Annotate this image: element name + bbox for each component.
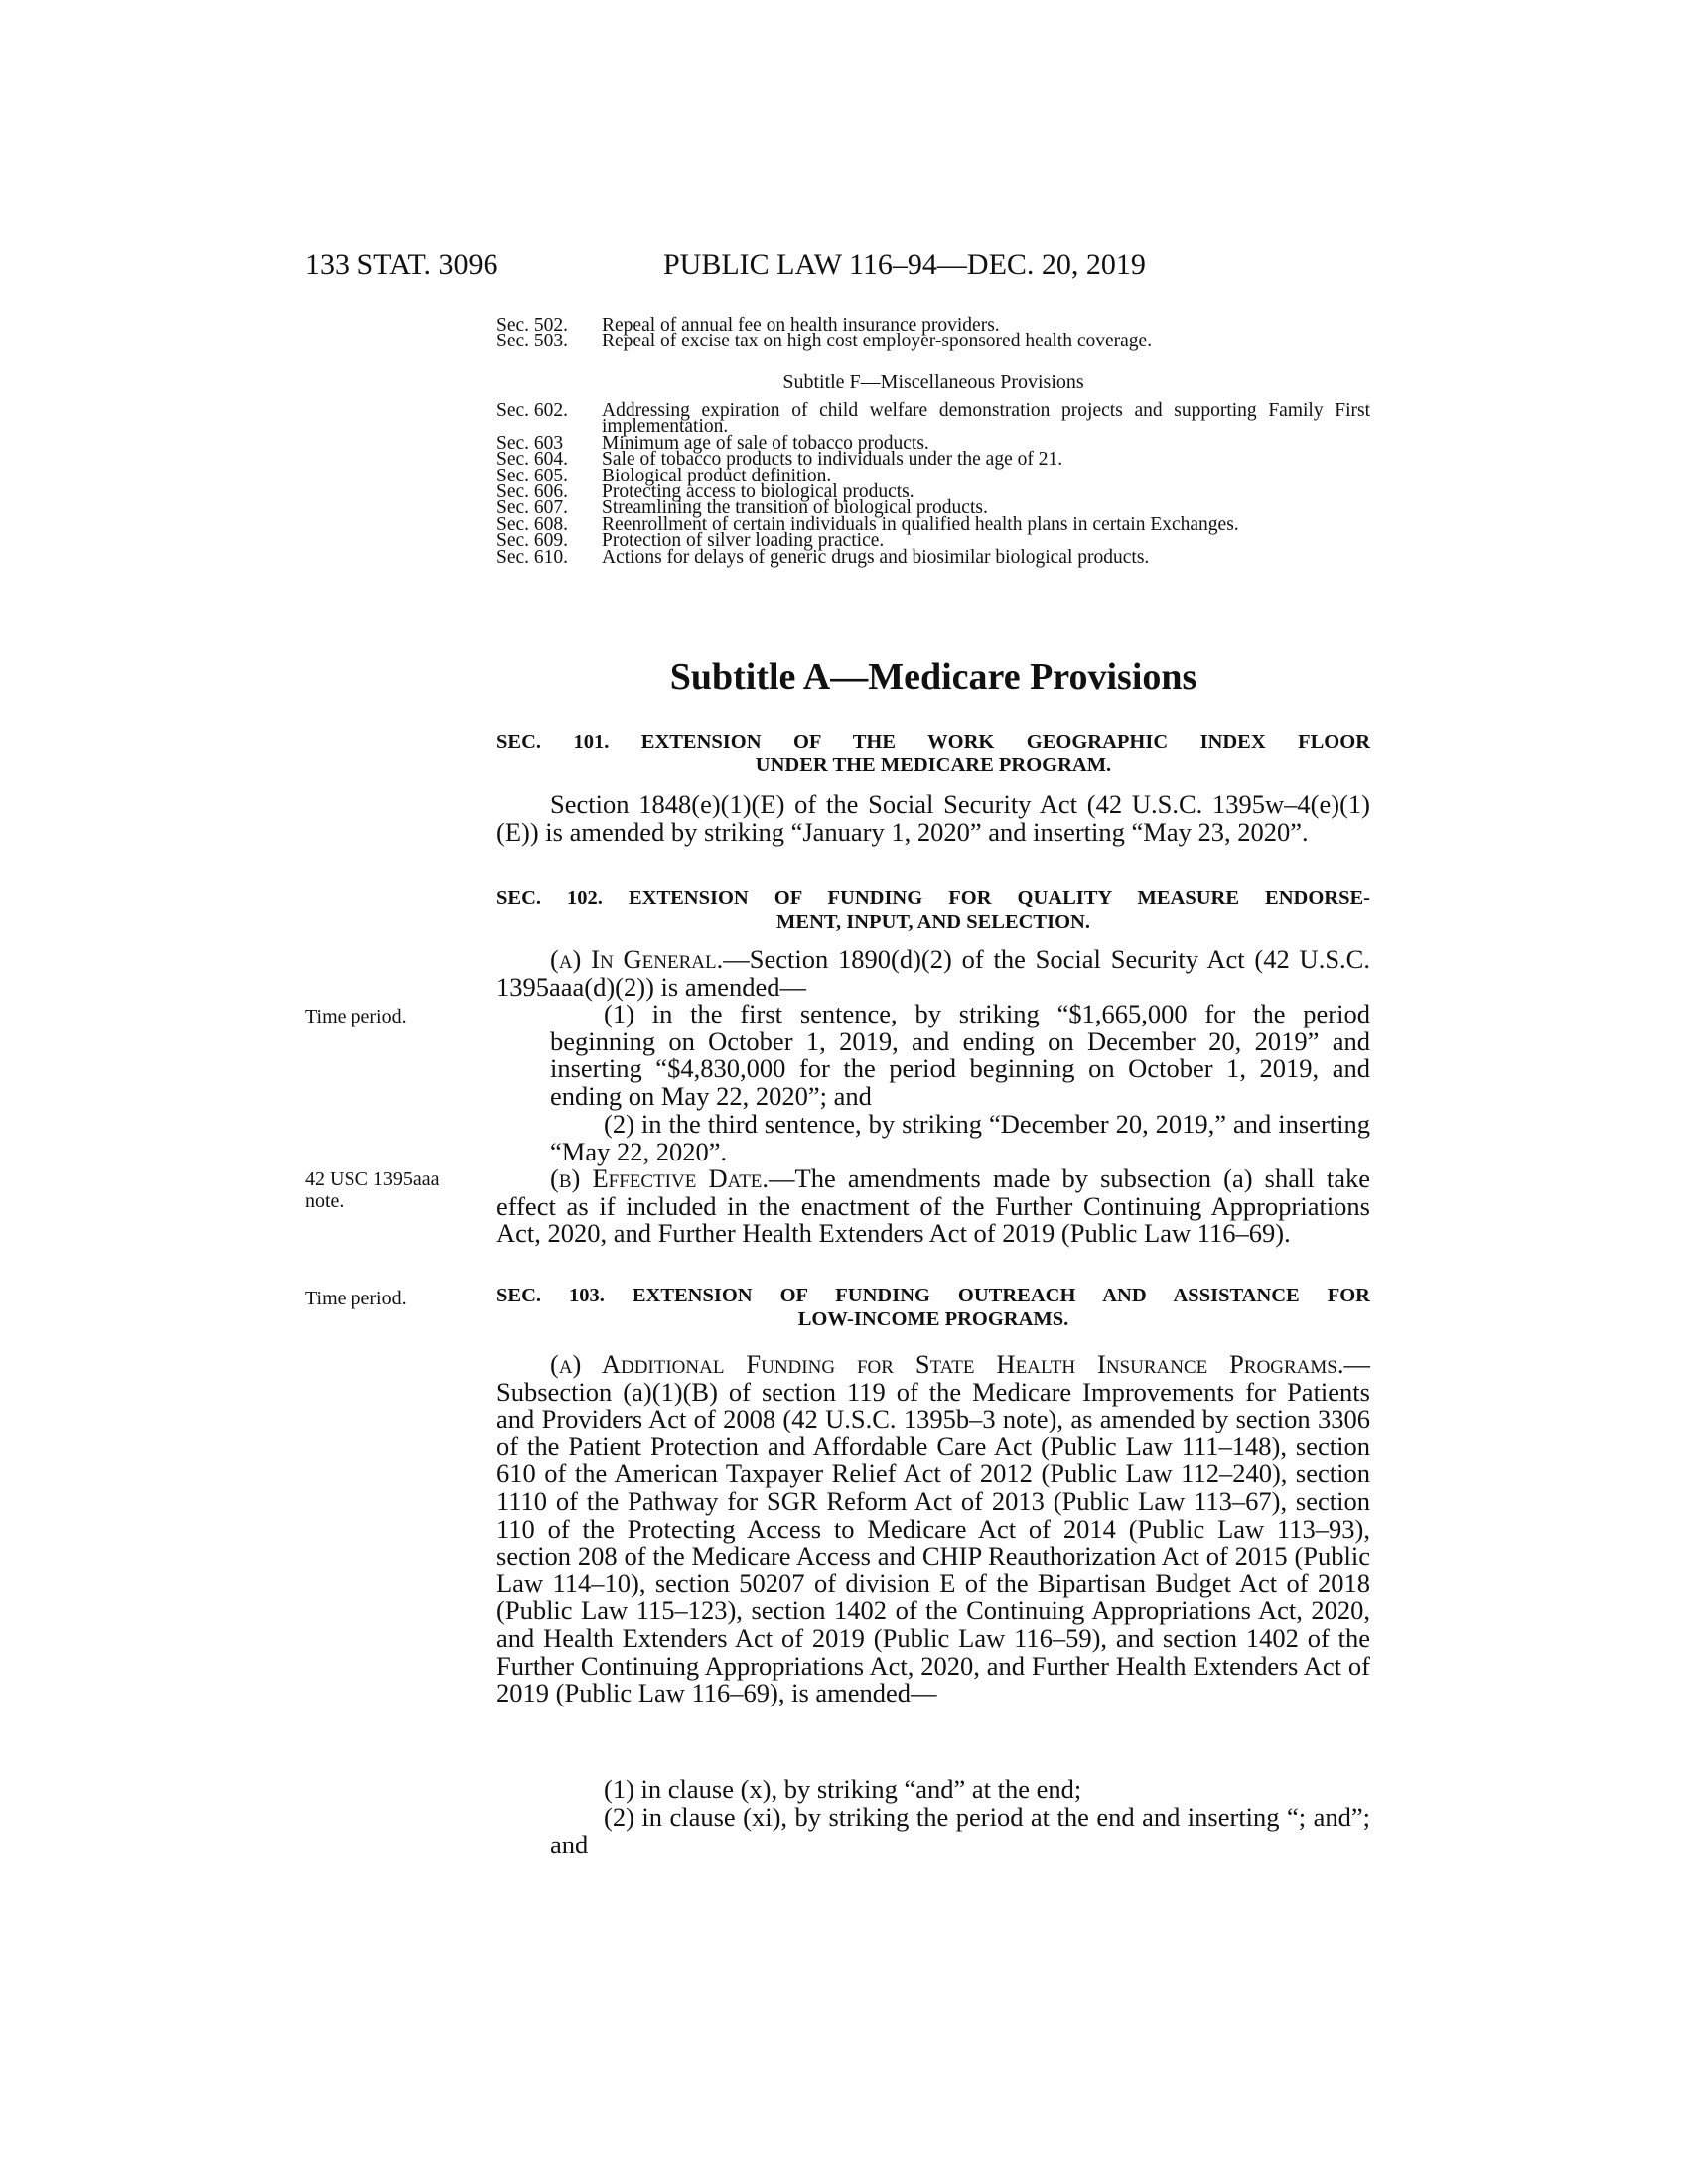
toc-entry-title: Reenrollment of certain individuals in qualified health plans in certain Exchanges.	[602, 513, 1239, 535]
toc-list-bottom	[496, 400, 1370, 568]
sec-102-p1-text: (1) in the first sentence, by striking “$1,665,000 for the period beginning on October 1, 2019, and ending on December 20, 2019” and inserting “$4,830,000 for the period beginning on October 1, 2019, and ending on May 22, 2020”; and	[550, 999, 1370, 1111]
sec-102-b-text: —The amendments made by subsection (a) shall take effect as if included in the enactment of the Further Continuing Appropriations Act, 2020, and Further Health Extenders Act of 2019 (Public Law 116–69).	[496, 1163, 1370, 1249]
toc-entry-num: Sec. 503.	[496, 331, 569, 352]
toc-entry	[496, 331, 1370, 352]
sec-103-heading-line1: SEC. 103. EXTENSION OF FUNDING OUTREACH AND ASSISTANCE FOR	[496, 1285, 1370, 1306]
toc-entry	[496, 546, 1370, 568]
toc-entry-title: Repeal of excise tax on high cost employer-sponsored health coverage.	[602, 331, 1153, 352]
sec-101-heading-line2: UNDER THE MEDICARE PROGRAM.	[755, 754, 1112, 776]
toc-entry-num: Sec. 603	[496, 432, 564, 454]
toc-entry-num: Sec. 502.	[496, 315, 569, 336]
sec-103-a-label: (a) Additional Funding for State Health Insurance Programs.	[550, 1349, 1344, 1379]
sec-103-paragraph-1	[550, 1776, 1370, 1804]
toc-entry-title: Sale of tobacco products to individuals under the age of 21.	[602, 449, 1063, 471]
toc-entry-num: Sec. 604.	[496, 449, 569, 471]
stat-page-number: 133 STAT. 3096	[305, 248, 498, 281]
sec-102-paragraph-1	[550, 1001, 1370, 1110]
sec-103-a-text: —Subsection (a)(1)(B) of section 119 of the Medicare Improvements for Patients and Providers Act of 2008 (42 U.S.C. 1395b–3 note), as amended by section 3306 of the Patient Protection and Affordable Care Act (Public Law 111–148), section 610 of the American Taxpayer Relief Act of 2012 (Public Law 112–240), section 1110 of the Pathway for SGR Reform Act of 2013 (Public Law 113–67), section 110 of the Protecting Access to Medicare Act of 2014 (Public Law 113–93), section 208 of the Medicare Access and CHIP Reauthorization Act of 2015 (Public Law 114–10), section 50207 of division E of the Bipartisan Budget Act of 2018 (Public Law 115–123), section 1402 of the Continuing Appropriations Act, 2020, and Health Extenders Act of 2019 (Public Law 116–59), and section 1402 of the Further Continuing Appropriations Act, 2020, and Further Health Extenders Act of 2019 (Public Law 116–69), is amended—	[496, 1349, 1370, 1708]
margin-note-usc-line1: 42 USC 1395aaa	[305, 1168, 440, 1190]
toc-entry-num: Sec. 602.	[496, 400, 569, 421]
sec-102-a-label: (a) In General.	[550, 944, 724, 974]
sec-102-heading-line2: MENT, INPUT, AND SELECTION.	[776, 911, 1090, 933]
sec-103-paragraph-2	[550, 1804, 1370, 1858]
sec-102-a-text: —Section 1890(d)(2) of the Social Security Act (42 U.S.C. 1395aaa(d)(2)) is amended—	[496, 944, 1370, 1002]
sec-102-paragraph-2	[550, 1111, 1370, 1165]
sec-102-heading-line1: SEC. 102. EXTENSION OF FUNDING FOR QUALITY MEASURE ENDORSE-	[496, 887, 1370, 909]
toc-entry-title: Addressing expiration of child welfare demonstration projects and supporting Family First implementation.	[602, 400, 1370, 438]
sec-101-heading-line1: SEC. 101. EXTENSION OF THE WORK GEOGRAPHIC INDEX FLOOR	[496, 731, 1370, 752]
toc-entry-title: Streamlining the transition of biological products.	[602, 497, 988, 519]
toc-entry-title: Repeal of annual fee on health insurance providers.	[602, 315, 1000, 336]
sec-102-heading	[496, 887, 1370, 934]
sec-103-p1-text: (1) in clause (x), by striking “and” at the end;	[604, 1774, 1082, 1804]
margin-note-usc	[305, 1168, 440, 1212]
subtitle-a-heading: Subtitle A—Medicare Provisions	[669, 656, 1197, 698]
toc-entry-title: Actions for delays of generic drugs and biosimilar biological products.	[602, 546, 1150, 568]
margin-note-time-period: Time period.	[305, 1288, 407, 1309]
toc-entry-title: Biological product definition.	[602, 465, 832, 486]
sec-101-text: Section 1848(e)(1)(E) of the Social Security Act (42 U.S.C. 1395w–4(e)(1)(E)) is amended by striking “January 1, 2020” and inserting “May 23, 2020”.	[496, 789, 1370, 847]
toc-list-top	[496, 315, 1370, 352]
toc-entry	[496, 400, 1370, 438]
toc-entry-num: Sec. 609.	[496, 530, 569, 552]
public-law-title: PUBLIC LAW 116–94—DEC. 20, 2019	[663, 248, 1146, 281]
toc-entry-title: Protection of silver loading practice.	[602, 530, 885, 552]
sec-103-subsection-a	[496, 1351, 1370, 1707]
sec-101-heading	[496, 730, 1370, 777]
sec-102-subsection-a	[496, 946, 1370, 1001]
sec-103-p2-text: (2) in clause (xi), by striking the period at the end and inserting “; and”; and	[550, 1802, 1370, 1859]
toc-entry-num: Sec. 607.	[496, 497, 569, 519]
sec-102-p2-text: (2) in the third sentence, by striking “December 20, 2019,” and inserting “May 22, 2020”.	[550, 1109, 1370, 1166]
sec-102-b-label: (b) Effective Date.	[550, 1163, 770, 1193]
toc-entry-title: Protecting access to biological products.	[602, 481, 914, 503]
margin-note-time-period: Time period.	[305, 1006, 407, 1027]
toc-entry-num: Sec. 608.	[496, 513, 569, 535]
sec-103-heading-line2: LOW-INCOME PROGRAMS.	[797, 1308, 1069, 1330]
toc-entry-num: Sec. 605.	[496, 465, 569, 486]
margin-note-usc-line2: note.	[305, 1190, 345, 1212]
toc-entry-num: Sec. 610.	[496, 546, 569, 568]
sec-102-subsection-b	[496, 1165, 1370, 1248]
toc-entry-num: Sec. 606.	[496, 481, 569, 503]
toc-subtitle-f: Subtitle F—Miscellaneous Provisions	[782, 371, 1084, 393]
sec-103-heading	[496, 1284, 1370, 1331]
toc-entry-title: Minimum age of sale of tobacco products.	[602, 432, 929, 454]
